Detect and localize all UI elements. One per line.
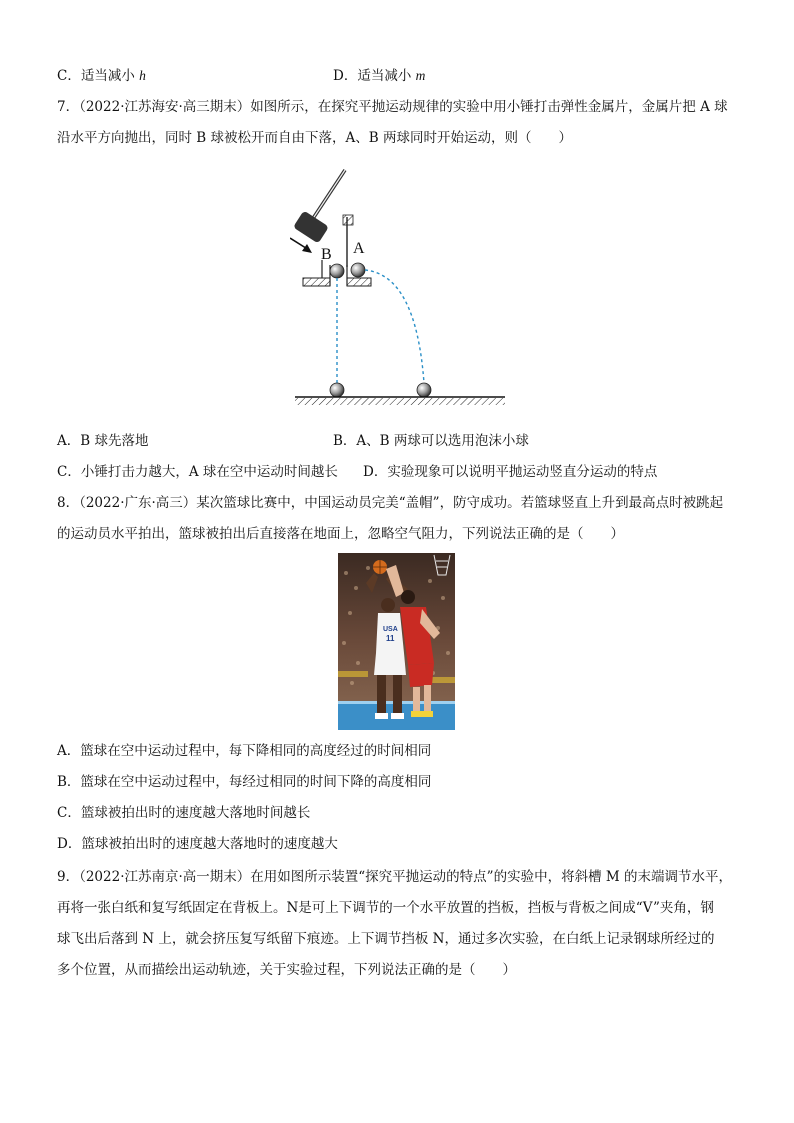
q8-option-a: A．篮球在空中运动过程中，每下降相同的高度经过的时间相同 bbox=[57, 743, 432, 759]
label-b: B bbox=[321, 246, 332, 263]
q7-stem-line2: 沿水平方向抛出，同时 B 球被松开而自由下落，A、B 两球同时开始运动，则（ ） bbox=[57, 130, 572, 146]
q7-option-c: C．小锤打击力越大，A 球在空中运动时间越长 bbox=[57, 464, 338, 480]
q7-option-d: D．实验现象可以说明平抛运动竖直分运动的特点 bbox=[363, 464, 658, 480]
q6-option-c: C．适当减小 h bbox=[57, 68, 146, 84]
q9-line1: 9．（2022·江苏南京·高一期末）在用如图所示装置“探究平抛运动的特点”的实验中，将斜槽 M 的末端调节水平， bbox=[57, 869, 732, 885]
q6-option-d: D．适当减小 m bbox=[333, 68, 426, 84]
trajectory-a bbox=[365, 270, 424, 383]
q8-option-d: D．篮球被拍出时的速度越大落地时的速度越大 bbox=[57, 836, 338, 852]
q7-option-a: A．B 球先落地 bbox=[57, 433, 149, 449]
strike-arrow-icon bbox=[290, 238, 312, 253]
ball-a-start bbox=[351, 263, 365, 277]
q8-option-b: B．篮球在空中运动过程中，每经过相同的时间下降的高度相同 bbox=[57, 774, 432, 790]
label-a: A bbox=[353, 240, 365, 257]
q8-stem-line2: 的运动员水平拍出，篮球被拍出后直接落在地面上，忽略空气阻力，下列说法正确的是（ ） bbox=[57, 526, 624, 542]
q8-option-c: C．篮球被拍出时的速度越大落地时间越长 bbox=[57, 805, 311, 821]
ball-b-landed bbox=[330, 383, 344, 397]
q7-option-b: B．A、B 两球可以选用泡沫小球 bbox=[333, 433, 529, 449]
q7-stem-line1: 7．（2022·江苏海安·高三期末）如图所示，在探究平抛运动规律的实验中用小锤打击弹性金属片，金属片把 A 球 bbox=[57, 99, 728, 115]
ball-b-start bbox=[330, 264, 344, 278]
hammer bbox=[293, 170, 345, 244]
q8-stem-line1: 8．（2022·广东·高三）某次篮球比赛中，中国运动员完美“盖帽”，防守成功。若篮球竖直上升到最高点时被跳起 bbox=[57, 495, 724, 511]
q9-line2: 再将一张白纸和复写纸固定在背板上。N是可上下调节的一个水平放置的挡板，挡板与背板之间成“V”夹角，钢 bbox=[57, 900, 714, 916]
q9-line4: 多个位置，从而描绘出运动轨迹，关于实验过程，下列说法正确的是（ ） bbox=[57, 962, 516, 978]
basketball-photo bbox=[338, 553, 455, 730]
ball-a-landed bbox=[417, 383, 431, 397]
jersey-usa: USA bbox=[383, 626, 398, 633]
jersey-number: 11 bbox=[386, 634, 395, 643]
ground bbox=[295, 397, 505, 405]
q9-line3: 球飞出后落到 N 上，就会挤压复写纸留下痕迹。上下调节挡板 N，通过多次实验，在白纸上记录钢球所经过的 bbox=[57, 931, 715, 947]
q7-figure bbox=[290, 165, 510, 413]
